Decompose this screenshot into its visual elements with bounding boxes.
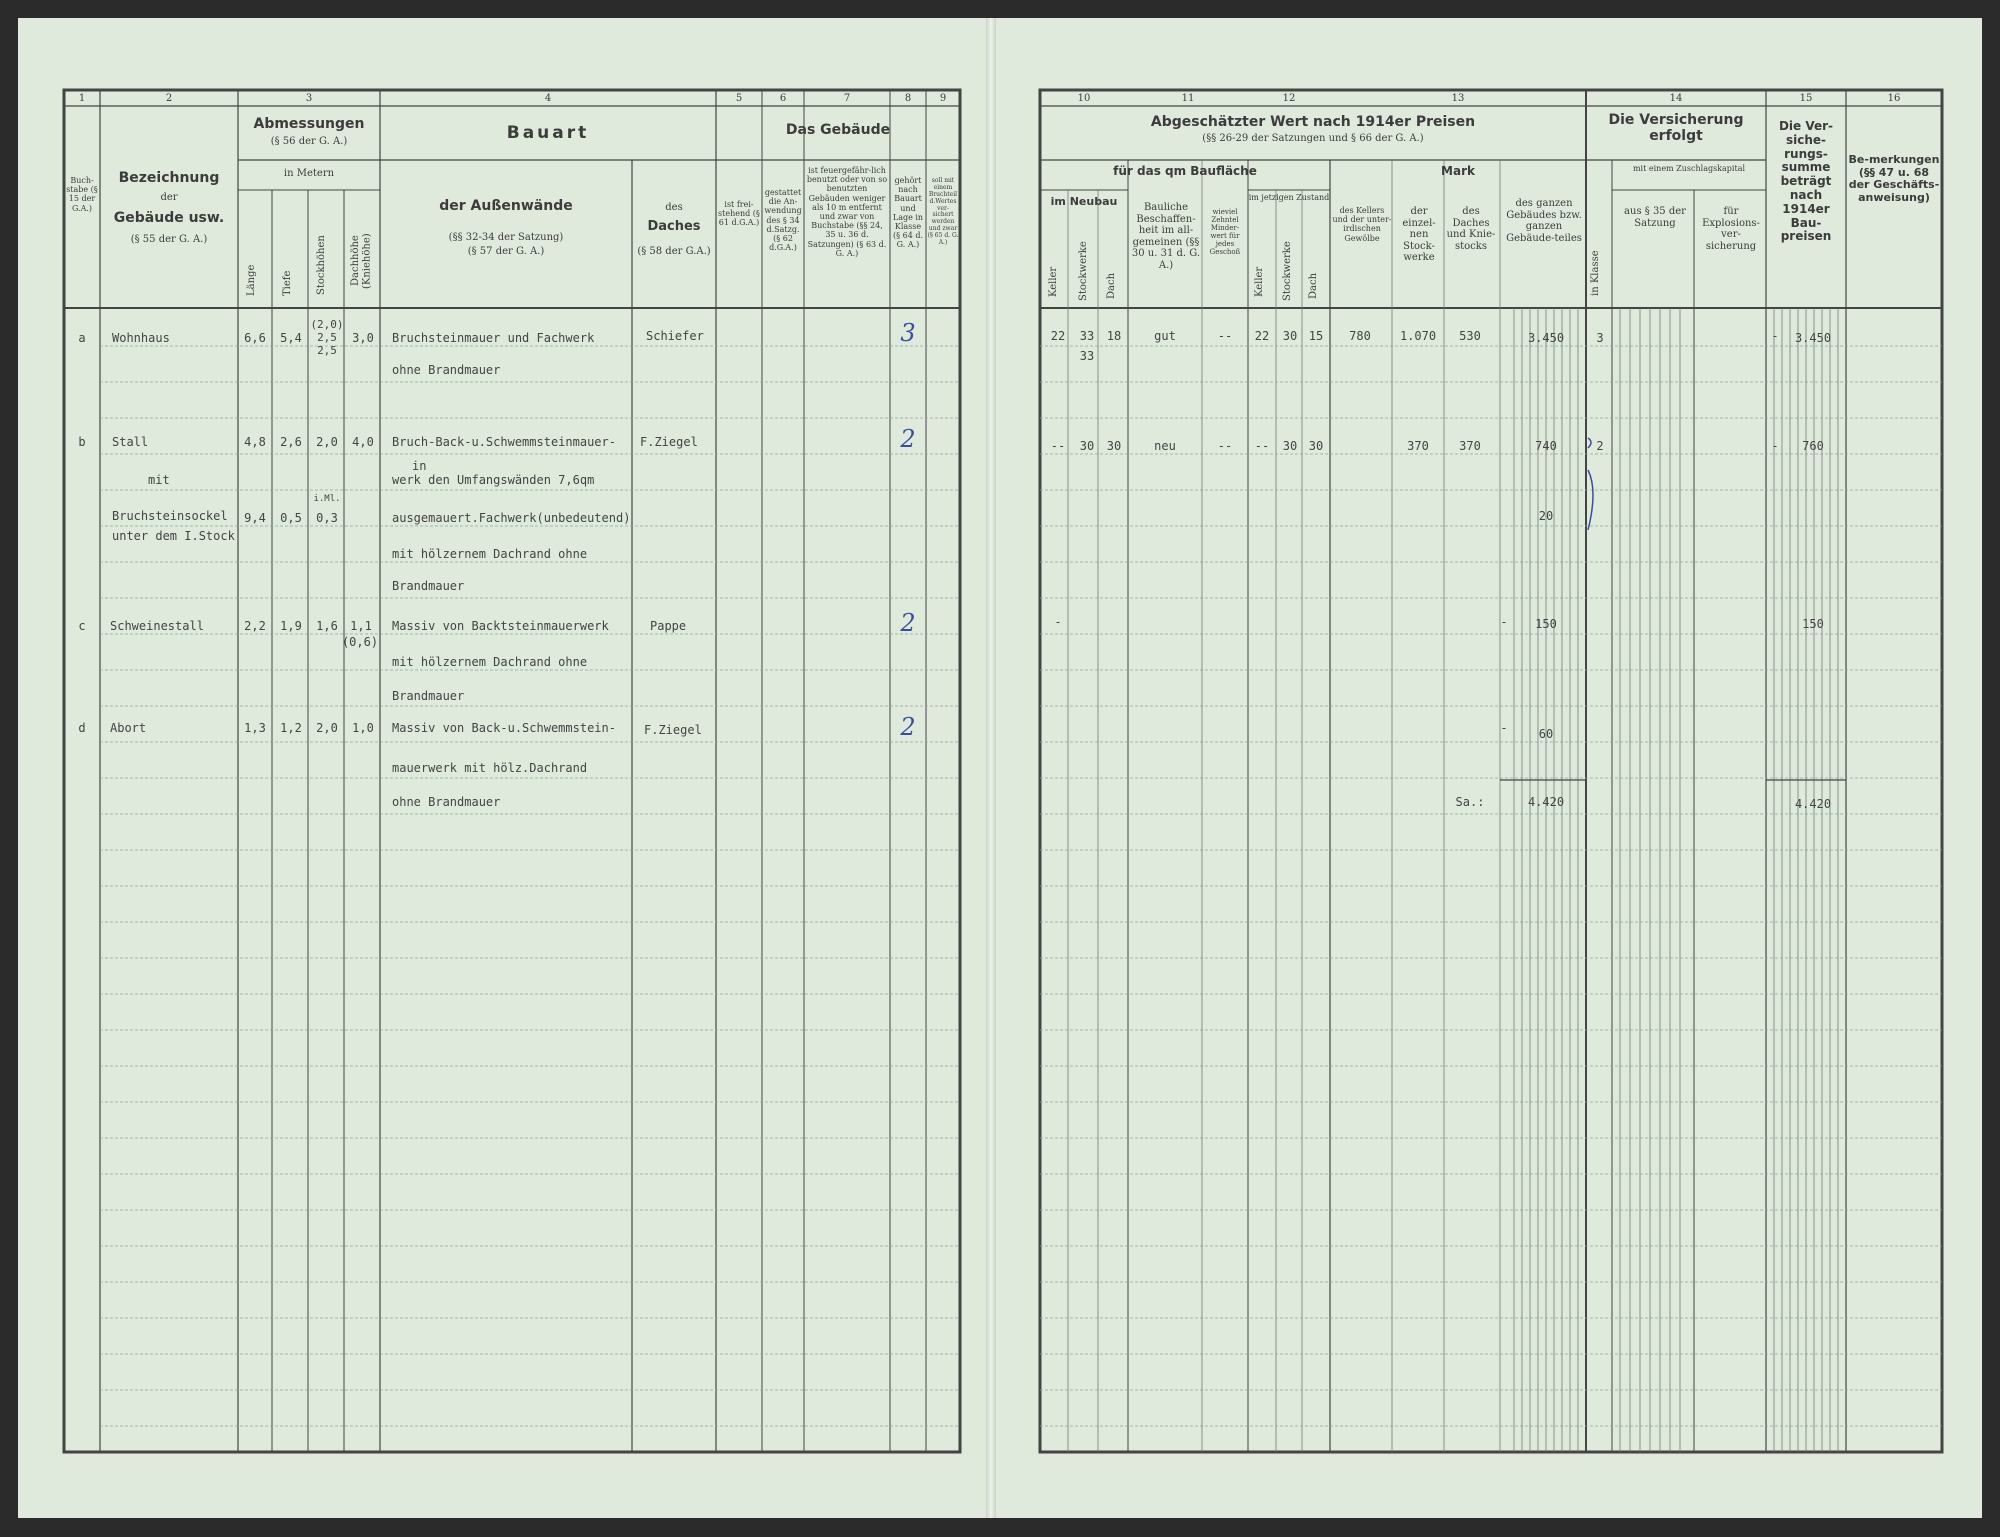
value-dash: - [1500, 615, 1508, 629]
col-number: 2 [165, 93, 173, 104]
col-bezeichnung-2: der [160, 192, 178, 203]
value-keller: 22 [1050, 329, 1066, 343]
col-number: 6 [779, 93, 787, 104]
entry-stock: 2,0 [316, 435, 338, 449]
entry-class-handwritten: 2 [900, 609, 916, 637]
col-mark-keller: des Kellers und der unter-irdischen Gewölbe [1332, 206, 1392, 243]
value-zustand-dach: 15 [1308, 329, 1324, 343]
entry-dach: 3,0 [352, 331, 374, 345]
col-number: 3 [305, 93, 313, 104]
value-mark-dach: 370 [1459, 439, 1481, 453]
col-explosion: für Explosions-ver-sicherung [1702, 206, 1760, 252]
entry-name: unter dem I.Stock [112, 530, 235, 543]
entry-laenge: 2,2 [244, 619, 266, 633]
value-stockwerke: 33 [1079, 349, 1095, 363]
col-daches-1: des [665, 202, 683, 213]
entry-wall: ohne Brandmauer [392, 363, 501, 377]
entry-tiefe: 1,9 [280, 619, 302, 633]
col-daches-2: Daches [647, 219, 701, 234]
entry-laenge: 4,8 [244, 435, 266, 449]
col-number: 5 [735, 93, 743, 104]
col-feuergefaehrlich: ist feuergefähr-lich benutzt oder von so benutzten Gebäuden weniger als 10 m entfernt und zwar von Buchstabe (§§ 24, 35 u. 36 d. Satzungen) (§ 63 d. G. A.) [806, 166, 888, 258]
col-zehntel: wieviel Zehntel Minder-wert für jedes Geschoß [1209, 208, 1241, 257]
value-dash: - [1771, 439, 1779, 453]
col-dachhoehe: Dachhöhe (Kniehöhe) [350, 233, 373, 289]
value-summe: 760 [1802, 439, 1824, 453]
entry-tiefe: 2,6 [280, 435, 302, 449]
col-aussenwaende-ref1: (§§ 32-34 der Satzung) [448, 232, 564, 243]
col-number: 15 [1799, 93, 1813, 104]
col-bauliche: Bauliche Beschaffen-heit im all-gemeinen (§§ 30 u. 31 d. G. A.) [1131, 202, 1201, 271]
col-number: 9 [939, 93, 947, 104]
value-in-klasse: 2 [1596, 439, 1604, 453]
col-keller: Keller [1048, 266, 1059, 298]
value-summe: 3.450 [1794, 331, 1832, 345]
entry-wall: Brandmauer [392, 579, 465, 593]
col-bezeichnung-1: Bezeichnung [118, 170, 220, 186]
entry-wall: in [412, 459, 427, 473]
entry-stock: (2,0) 2,5 2,5 [310, 318, 344, 357]
value-zehntel: -- [1217, 439, 1233, 453]
col-mark-dach: des Daches und Knie-stocks [1446, 206, 1496, 252]
entry-dach: 4,0 [352, 435, 374, 449]
entry-wall: ohne Brandmauer [392, 795, 501, 809]
sum-total: 4.420 [1527, 795, 1565, 809]
entry-roof: Pappe [650, 619, 687, 633]
value-stockwerke: 33 [1079, 329, 1095, 343]
col-zustand-dach: Dach [1308, 272, 1319, 300]
value-mark-ganz: 20 [1538, 509, 1554, 523]
entry-wall: Massiv von Back-u.Schwemmstein- [392, 721, 616, 735]
value-zustand-stockwerke: 30 [1282, 439, 1298, 453]
entry-tiefe: 0,5 [280, 511, 302, 525]
entry-wall: mit hölzernem Dachrand ohne [392, 655, 588, 669]
header-in-metern: in Metern [283, 168, 335, 179]
col-number: 12 [1282, 93, 1296, 104]
value-keller: -- [1050, 439, 1066, 453]
entry-wall: Massiv von Backtsteinmauerwerk [392, 619, 609, 633]
value-dash: - [1771, 329, 1779, 343]
col-aus-satzung: aus § 35 der Satzung [1624, 206, 1686, 229]
header-versicherung: Die Versicherung erfolgt [1608, 112, 1744, 145]
col-aussenwaende: der Außenwände [439, 198, 573, 214]
value-bauliche: neu [1154, 439, 1176, 453]
value-in-klasse: 3 [1596, 331, 1604, 345]
entry-name: Schweinestall [110, 619, 204, 633]
header-neubau: im Neubau [1050, 195, 1118, 208]
value-mark-ganz: 740 [1535, 439, 1557, 453]
entry-letter: c [78, 619, 86, 633]
col-klasse: gehört nach Bauart und Lage in Klasse (§ 64 d. G. A.) [892, 176, 924, 250]
header-zustand: im jetzigen Zustand [1248, 193, 1330, 202]
col-mark-ganz: des ganzen Gebäudes bzw. ganzen Gebäude-teiles [1506, 198, 1582, 244]
entry-wall: Bruch-Back-u.Schwemmsteinmauer- [392, 435, 616, 449]
col-versicherungssumme: Die Ver-siche-rungs-summe beträgt nach 1914er Bau-preisen [1778, 119, 1834, 244]
entry-wall: Bruchsteinmauer und Fachwerk [392, 331, 595, 345]
header-abmessungen-ref: (§ 56 der G. A.) [270, 136, 348, 147]
value-dach: 30 [1106, 439, 1122, 453]
entry-dach: 1,1 [350, 619, 372, 633]
entry-letter: d [78, 721, 86, 735]
entry-letter: b [78, 435, 86, 449]
summe-total: 4.420 [1794, 797, 1832, 811]
value-mark-dach: 530 [1459, 329, 1481, 343]
header-gebaeude: Das Gebäude [785, 122, 891, 138]
entry-tiefe: 5,4 [280, 331, 302, 345]
entry-name: Abort [110, 721, 147, 735]
col-laenge: Länge [246, 264, 257, 296]
value-zustand-keller: 22 [1254, 329, 1270, 343]
col-number: 8 [904, 93, 912, 104]
entry-wall: mit hölzernem Dachrand ohne [392, 547, 588, 561]
col-bezeichnung-3: Gebäude usw. [113, 210, 225, 226]
entry-roof: F.Ziegel [640, 435, 698, 449]
entry-class-handwritten: 2 [900, 425, 916, 453]
entry-stock: 0,3 [316, 511, 338, 525]
col-buchstabe: Buch-stabe (§ 15 der G.A.) [66, 176, 98, 213]
col-number: 10 [1077, 93, 1091, 104]
header-qm: für das qm Baufläche [1113, 164, 1257, 178]
col-zustand-keller: Keller [1254, 266, 1265, 298]
value-bauliche: gut [1154, 329, 1176, 343]
value-mark-ganz: 60 [1538, 727, 1554, 741]
col-number: 7 [843, 93, 851, 104]
value-mark-keller: 780 [1349, 329, 1371, 343]
col-dach: Dach [1106, 272, 1117, 300]
entry-name: Stall [112, 435, 149, 449]
entry-name: Wohnhaus [112, 331, 170, 345]
col-number: 1 [78, 93, 86, 104]
col-freistehend: ist frei-stehend (§ 61 d.G.A.) [718, 200, 760, 228]
header-wert-ref: (§§ 26-29 der Satzungen und § 66 der G. A.) [1202, 133, 1424, 144]
col-number: 14 [1669, 93, 1683, 104]
entry-name: Bruchsteinsockel [112, 509, 228, 523]
value-dach: 18 [1106, 329, 1122, 343]
col-zuschlag: mit einem Zuschlagskapital [1632, 164, 1746, 173]
entry-laenge: 1,3 [244, 721, 266, 735]
header-bauart: Bauart [506, 123, 590, 143]
col-in-klasse: in Klasse [1590, 250, 1601, 296]
col-gestattet: gestattet die An-wendung des § 34 d.Satzg. (§ 62 d.G.A.) [764, 188, 802, 253]
col-number: 13 [1451, 93, 1465, 104]
header-abmessungen: Abmessungen [253, 116, 365, 132]
entry-stock-note: i.Ml. [313, 494, 341, 504]
entry-laenge: 6,6 [244, 331, 266, 345]
entry-wall: werk den Umfangswänden 7,6qm [392, 473, 595, 487]
value-mark-ganz: 3.450 [1527, 331, 1565, 345]
value-zustand-stockwerke: 30 [1282, 329, 1298, 343]
col-bemerkungen: Be-merkungen (§§ 47 u. 68 der Geschäfts-anweisung) [1848, 153, 1940, 204]
col-number: 4 [544, 93, 552, 104]
value-mark-stockwerke: 1.070 [1399, 329, 1437, 343]
col-mark-stockwerke: der einzel-nen Stock-werke [1402, 206, 1436, 263]
col-stockhoehen: Stockhöhen [316, 235, 327, 295]
col-tiefe: Tiefe [282, 270, 293, 296]
entry-stock: 2,0 [316, 721, 338, 735]
value-summe: 150 [1802, 617, 1824, 631]
entry-dach: (0,6) [341, 635, 379, 649]
entry-wall: ausgemauert.Fachwerk(unbedeutend) [392, 511, 631, 525]
value-dash: - [1500, 721, 1508, 735]
header-mark: Mark [1441, 164, 1475, 178]
entry-laenge: 9,4 [244, 511, 266, 525]
entry-wall: mauerwerk mit hölz.Dachrand [392, 761, 588, 775]
header-wert: Abgeschätzter Wert nach 1914er Preisen [1150, 114, 1476, 130]
entry-dach: 1,0 [352, 721, 374, 735]
entry-class-handwritten: 3 [900, 319, 916, 347]
value-zustand-dach: 30 [1308, 439, 1324, 453]
sum-label: Sa.: [1455, 795, 1485, 809]
value-zehntel: -- [1217, 329, 1233, 343]
entry-tiefe: 1,2 [280, 721, 302, 735]
value-mark-stockwerke: 370 [1407, 439, 1429, 453]
value-zustand-keller: -- [1254, 439, 1270, 453]
col-number: 16 [1887, 93, 1901, 104]
entry-name: mit [148, 473, 170, 487]
value-dash: - [1054, 615, 1062, 629]
col-bruchteil: soll mit einem Bruchteil d.Wertes ver-sichert werden und zwar (§ 65 d. G. A.) [927, 177, 959, 247]
entry-stock: 1,6 [316, 619, 338, 633]
entry-class-handwritten: 2 [900, 713, 916, 741]
entry-roof: F.Ziegel [644, 723, 702, 737]
col-number: 11 [1181, 93, 1195, 104]
entry-wall: Brandmauer [392, 689, 465, 703]
col-daches-3: (§ 58 der G.A.) [637, 246, 711, 257]
col-bezeichnung-4: (§ 55 der G. A.) [130, 234, 208, 245]
value-stockwerke: 30 [1079, 439, 1095, 453]
entry-roof: Schiefer [646, 329, 704, 343]
value-mark-ganz: 150 [1535, 617, 1557, 631]
col-stockwerke: Stockwerke [1078, 241, 1089, 301]
entry-letter: a [78, 331, 86, 345]
col-aussenwaende-ref2: (§ 57 der G. A.) [467, 246, 545, 257]
col-zustand-stockwerke: Stockwerke [1282, 241, 1293, 301]
